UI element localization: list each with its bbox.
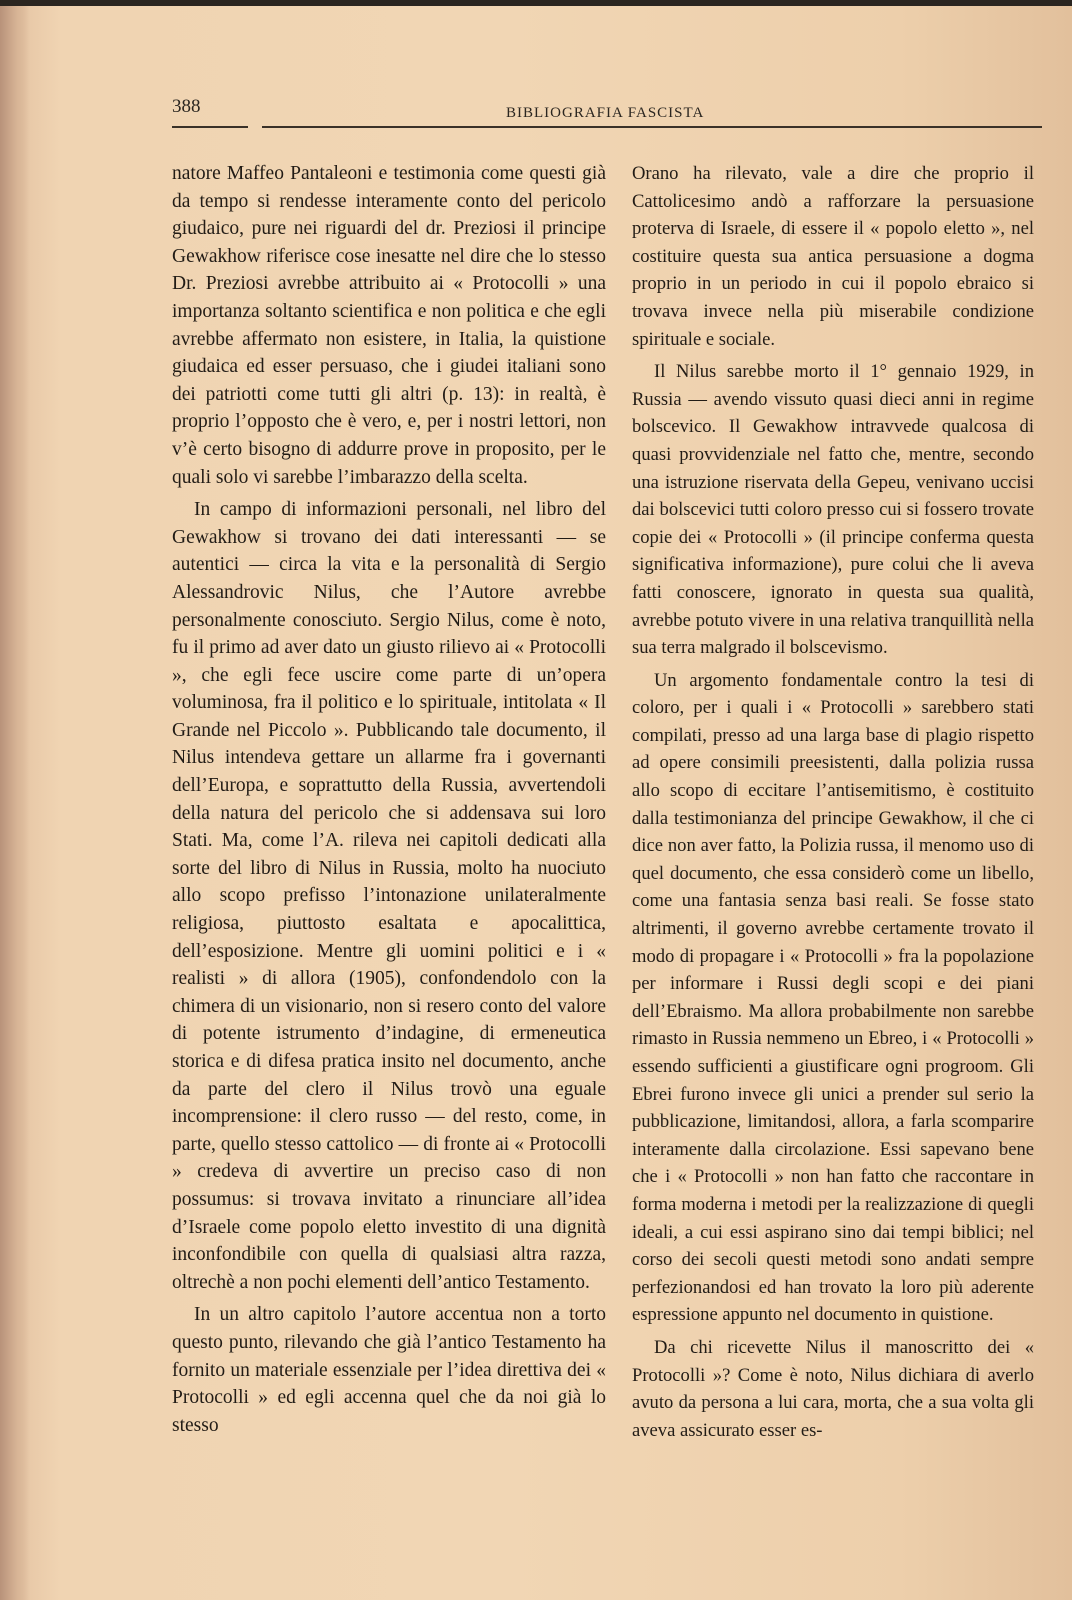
book-page [0,6,1072,1600]
header-rule-right [262,126,1042,128]
paragraph: Il Nilus sarebbe morto il 1° gennaio 1929, in Russia — avendo vissuto quasi dieci anni in regime bolscevico. Il Gewakhow intravvede qualcosa di quasi provvidenziale nel fatto che, mentre, secondo una istruzione riservata della Gepeu, venivano uccisi dai bolscevici tutti coloro presso cui si fossero trovate copie dei « Protocolli » (il principe conferma questa significativa informazione), pure colui che li aveva fatti conoscere, ignorato in questa sua qualità, avrebbe potuto vivere in una relativa tranquillità nella sua terra malgrado il bolscevismo. [632,361,1034,659]
right-column [632,160,1034,1449]
paragraph: In un altro capitolo l’autore accentua non a torto questo punto, rilevando che già l’antico Testamento ha fornito un materiale essenziale per l’idea direttiva dei « Protocolli » ed egli accenna quel che da noi già lo stesso [172,1304,606,1436]
left-column [172,160,606,1444]
running-head: BIBLIOGRAFIA FASCISTA [506,105,705,121]
paragraph: In campo di informazioni personali, nel libro del Gewakhow si trovano dei dati interessanti — se autentici — circa la vita e la personalità di Sergio Alessandrovic Nilus, che l’Autore avrebbe personalmente conosciuto. Sergio Nilus, come è noto, fu il primo ad aver dato un giusto rilievo ai « Protocolli », che egli fece uscire come parte di un’opera voluminosa, fra il politico e lo spirituale, intitolata « Il Grande nel Piccolo ». Pubblicando tale documento, il Nilus intendeva gettare un allarme fra i governanti dell’Europa, e soprattutto della Russia, avvertendoli della natura del pericolo che si addensava sui loro Stati. Ma, come l’A. rileva nei capitoli dedicati alla sorte del libro di Nilus in Russia, molto ha nuociuto allo scopo prefisso l’intonazione unilateralmente religiosa, piuttosto esaltata e apocalittica, dell’esposizione. Mentre gli uomini politici e i « realisti » di allora (1905), confondendolo con la chimera di un visionario, non si resero conto del valore di potente istrumento d’indagine, di ermeneutica storica e di difesa pratica insito nel documento, anche da parte del clero il Nilus trovò una eguale incomprensione: il clero russo — del resto, come, in parte, quello stesso cattolico — di fronte ai « Protocolli » credeva di avvertire un preciso caso di non possumus: si trovava invitato a rinunciare all’idea d’Israele come popolo eletto investito di una dignità inconfondibile con quella di qualsiasi altra razza, oltrechè a non pochi elementi dell’antico Testamento. [172,499,606,1293]
header-rule-left [172,126,248,128]
paragraph: Da chi ricevette Nilus il manoscritto dei « Protocolli »? Come è noto, Nilus dichiara di averlo avuto da persona a lui cara, morta, che a sua volta gli aveva assicurato esser es- [632,1336,1034,1441]
page-number: 388 [172,96,201,117]
paragraph: Un argomento fondamentale contro la tesi di coloro, per i quali i « Protocolli » sarebbero stati compilati, presso ad una larga base di plagio rispetto ad opere consimili preesistenti, dalla polizia russa allo scopo di eccitare l’antisemitismo, è costituito dalla testimonianza del principe Gewakhow, il che ci dice non aver fatto, la Polizia russa, il menomo uso di quel documento, che essa considerò come un libello, come una fantasia senza basi reali. Se fosse stato altrimenti, il governo avrebbe certamente trovato il modo di propagare i « Protocolli » fra la popolazione per informare i Russi degli scopi e dei piani dell’Ebraismo. Ma allora probabilmente non sarebbe rimasto in Russia nemmeno un Ebreo, i « Protocolli » essendo sufficienti a giustificare ogni progroom. Gli Ebrei furono invece gli unici a prender sul serio la pubblicazione, limitandosi, allora, a farla scomparire interamente dalla circolazione. Essi sapevano bene che i « Protocolli » non han fatto che raccontare in forma moderna i metodi per la realizzazione di quegli ideali, a cui essi aspirano sino dai tempi biblici; nel corso dei secoli questi metodi sono andati sempre perfezionandosi ed han trovato la loro più aderente espressione appunto nel documento in quistione. [632,669,1034,1326]
page-header [172,90,1042,130]
page-binding-shadow [0,6,30,1600]
paragraph: Orano ha rilevato, vale a dire che proprio il Cattolicesimo andò a rafforzare la persuasione proterva di Israele, di essere il « popolo eletto », nel costituire questa sua antica persuasione a dogma proprio in un periodo in cui il popolo ebraico si trovava invece nella più miserabile condizione spirituale e sociale. [632,163,1034,350]
paragraph: natore Maffeo Pantaleoni e testimonia come questi già da tempo si rendesse interamente conto del pericolo giudaico, pure nei riguardi del dr. Preziosi il principe Gewakhow riferisce cose inesatte nel dire che lo stesso Dr. Preziosi avrebbe attribuito ai « Protocolli » una importanza soltanto scientifica e non politica e che egli avrebbe affermato non esistere, in Italia, la quistione giudaica ed esser persuaso, che i giudei italiani sono dei patriotti come tutti gli altri (p. 13): in realtà, è proprio l’opposto che è vero, e, per i nostri lettori, non v’è certo bisogno di addurre prove in proposito, per le quali solo vi sarebbe l’imbarazzo della scelta. [172,163,606,488]
